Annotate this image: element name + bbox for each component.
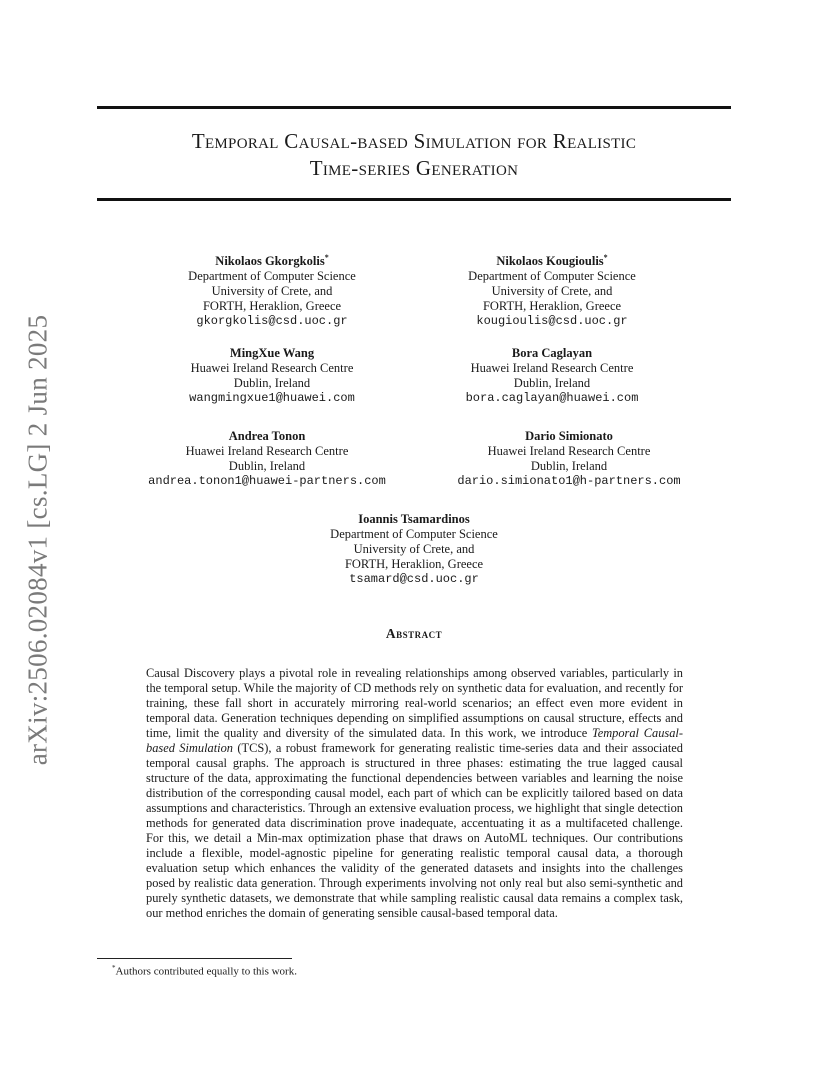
author-block: [466, 346, 639, 406]
author-block: [330, 512, 498, 587]
author-name: Bora Caglayan: [511, 346, 593, 360]
title-rule-bottom: [97, 198, 731, 201]
author-block: [148, 429, 386, 489]
author-affiliation: Huawei Ireland Research Centre: [487, 444, 651, 458]
title-line-1: Temporal Causal-based Simulation for Realistic: [191, 129, 637, 153]
author-email[interactable]: bora.caglayan@huawei.com: [465, 391, 639, 405]
author-block: [188, 250, 356, 329]
author-affiliation: FORTH, Heraklion, Greece: [202, 299, 342, 314]
abstract-text: Causal Discovery plays a pivotal role in revealing relationships among observed variables, particularly in the temporal setup. While the majority of CD methods rely on synthetic data for evaluation, and recently for training, these fall short in accurately mirroring real-world scenarios; an effect even more evident in temporal data. Generation techniques depending on simplified assumptions on causal structure, effects and time, limit the quality and diversity of the simulated data. In this work, we introduce Temporal Causal-based Simulation (TCS), a robust framework for generating realistic time-series data and their associated temporal causal graphs. The approach is structured in three phases: estimating the true lagged causal structure of the data, approximating the functional dependencies between variables and learning the noise distribution of the corresponding causal model, each part of which can be explicitly tailored based on data assumptions and characteristics. Through an extensive evaluation process, we highlight that single detection methods for generated data discrimination prove inadequate, accentuating it as a multifaceted challenge. For this, we detail a Min-max optimization phase that draws on AutoML techniques. Our contributions include a flexible, model-agnostic pipeline for generating realistic temporal causal data, a thorough evaluation setup which enhances the validity of the generated datasets and insights into the challenges posed by realistic data generation. Through experiments involving not only real but also semi-synthetic and purely synthetic datasets, we demonstrate that while sampling realistic causal data remains a complex task, our method enriches the domain of generating sensible causal-based temporal data.: [146, 666, 684, 920]
arxiv-identifier-stamp: arXiv:2506.02084v1 [cs.LG] 2 Jun 2025: [22, 314, 53, 766]
author-block: [189, 346, 355, 406]
author-block: [468, 250, 636, 329]
author-affiliation: Department of Computer Science: [188, 269, 356, 284]
author-affiliation: Dublin, Ireland: [513, 376, 591, 390]
author-affiliation: Department of Computer Science: [468, 269, 636, 284]
author-email[interactable]: gkorgkolis@csd.uoc.gr: [196, 314, 348, 329]
author-email[interactable]: andrea.tonon1@huawei-partners.com: [148, 474, 386, 488]
footnote: *Authors contributed equally to this work.: [112, 964, 297, 978]
author-affiliation: FORTH, Heraklion, Greece: [344, 557, 484, 571]
author-email[interactable]: wangmingxue1@huawei.com: [189, 391, 355, 405]
author-affiliation: University of Crete, and: [491, 284, 613, 299]
author-email[interactable]: kougioulis@csd.uoc.gr: [476, 314, 628, 329]
author-email[interactable]: dario.simionato1@h-partners.com: [457, 474, 681, 488]
author-affiliation: FORTH, Heraklion, Greece: [482, 299, 622, 314]
author-affiliation: Dublin, Ireland: [233, 376, 311, 390]
author-affiliation: University of Crete, and: [353, 542, 475, 556]
title-rule-top: [97, 106, 731, 109]
author-name: Dario Simionato: [525, 429, 613, 443]
title-line-2: Time-series Generation: [309, 156, 519, 180]
footnote-rule: [97, 958, 292, 959]
author-affiliation: Huawei Ireland Research Centre: [185, 444, 349, 458]
author-affiliation: Department of Computer Science: [330, 527, 498, 541]
author-affiliation: Dublin, Ireland: [530, 459, 608, 473]
author-affiliation: Dublin, Ireland: [228, 459, 306, 473]
abstract-heading: Abstract: [385, 626, 443, 641]
author-name: Nikolaos Gkorgkolis*: [215, 253, 329, 269]
author-name: Ioannis Tsamardinos: [358, 512, 470, 526]
author-affiliation: Huawei Ireland Research Centre: [190, 361, 354, 375]
author-email[interactable]: tsamard@csd.uoc.gr: [349, 572, 479, 586]
paper-title: [97, 128, 731, 182]
author-name: MingXue Wang: [229, 346, 315, 360]
author-name: Nikolaos Kougioulis*: [496, 253, 608, 269]
abstract-emphasis: Temporal Causal-based Simulation: [146, 726, 683, 755]
author-affiliation: University of Crete, and: [211, 284, 333, 299]
author-affiliation: Huawei Ireland Research Centre: [470, 361, 634, 375]
author-block: [457, 429, 680, 489]
author-name: Andrea Tonon: [228, 429, 306, 443]
